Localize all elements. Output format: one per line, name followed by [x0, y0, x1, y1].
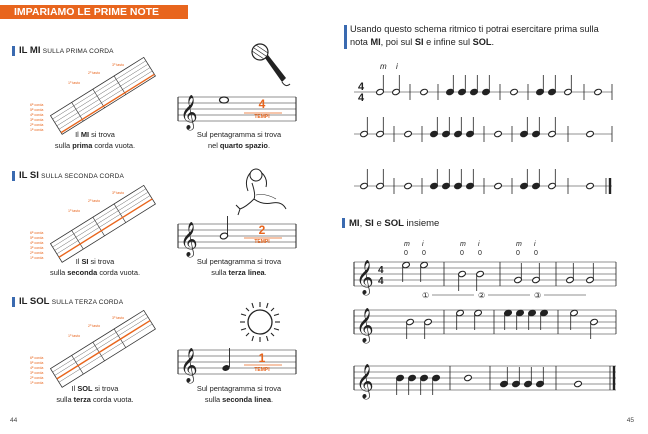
whole-note [586, 130, 595, 137]
svg-text:3º tasto: 3º tasto [112, 316, 125, 320]
svg-text:1º tasto: 1º tasto [68, 334, 81, 338]
finger-m-label: m [404, 241, 410, 248]
finger-i-label: i [478, 241, 480, 248]
section-marker [342, 218, 345, 228]
svg-text:1: 1 [258, 351, 266, 365]
staff-notes [406, 309, 616, 339]
mermaid-icon [232, 165, 292, 217]
svg-text:TEMPI: TEMPI [254, 367, 270, 373]
whole-note [404, 130, 413, 137]
svg-text:6ª corda: 6ª corda [30, 231, 44, 235]
rhythm-notes [376, 75, 612, 100]
open-string-label: 0 [534, 250, 538, 257]
staff-sol [178, 346, 298, 383]
caption-si-string: Il SI si trova sulla seconda corda vuota. [50, 257, 140, 277]
exercise-staff-3 [354, 362, 618, 399]
section-marker [12, 297, 15, 307]
page-number-right: 45 [626, 417, 634, 424]
svg-text:𝄞: 𝄞 [356, 364, 374, 399]
svg-text:3º tasto: 3º tasto [112, 63, 125, 67]
svg-text:2º tasto: 2º tasto [88, 199, 101, 203]
open-string-label: 0 [404, 250, 408, 257]
finger-i-label: i [534, 241, 536, 248]
rhythm-line-3 [354, 164, 614, 194]
caption-sol-string: Il SOL si trova sulla terza corda vuota. [56, 384, 134, 404]
whole-note [586, 182, 595, 189]
section-title-insieme: MI, SI e SOL insieme [342, 218, 439, 229]
svg-text:1º tasto: 1º tasto [68, 81, 81, 85]
open-string-label: 0 [460, 250, 464, 257]
svg-text:5ª corda: 5ª corda [30, 236, 44, 240]
staff-si [178, 220, 298, 257]
finger-m-label: m [516, 241, 522, 248]
section-title-sol: IL SOL SULLA TERZA CORDA [12, 296, 123, 307]
whole-note [494, 182, 503, 189]
open-string-label: 0 [516, 250, 520, 257]
whole-note [574, 380, 583, 387]
svg-text:m: m [380, 62, 387, 71]
svg-text:3ª corda: 3ª corda [30, 371, 44, 375]
svg-text:2ª corda: 2ª corda [30, 251, 44, 255]
svg-text:3ª corda: 3ª corda [30, 246, 44, 250]
right-page [324, 0, 648, 434]
guitar-neck-diagram-mi [30, 62, 160, 132]
open-string-label: 0 [478, 250, 482, 257]
svg-text:𝄞: 𝄞 [356, 308, 374, 343]
whole-note [404, 182, 413, 189]
svg-text:2ª corda: 2ª corda [30, 376, 44, 380]
finger-i-label: i [422, 241, 424, 248]
staff-notes [396, 366, 614, 395]
whole-note [220, 97, 229, 103]
svg-text:𝄞: 𝄞 [180, 95, 198, 130]
svg-text:4: 4 [358, 81, 365, 93]
svg-text:TEMPI: TEMPI [254, 239, 270, 245]
page-banner: IMPARIAMO LE PRIME NOTE [0, 5, 188, 19]
svg-text:𝄞: 𝄞 [180, 222, 198, 257]
page-number-left: 44 [10, 417, 18, 424]
svg-text:4: 4 [258, 97, 266, 111]
section-marker [12, 171, 15, 181]
open-string-label: 0 [422, 250, 426, 257]
sun-icon [238, 300, 282, 344]
svg-text:2º tasto: 2º tasto [88, 71, 101, 75]
caption-si-staff: Sul pentagramma si trova sulla terza linea. [196, 257, 282, 277]
svg-text:1ª corda: 1ª corda [30, 128, 44, 132]
whole-note [510, 88, 519, 95]
rhythm-notes [360, 117, 612, 142]
string-1-marker: ① [422, 291, 430, 300]
rhythm-notes [360, 169, 610, 194]
svg-text:5ª corda: 5ª corda [30, 361, 44, 365]
caption-mi-staff: Sul pentagramma si trova nel quarto spazio. [196, 130, 282, 150]
microphone-icon [246, 40, 292, 90]
exercise-staff-1 [354, 240, 618, 302]
caption-mi-string: Il MI si trova sulla prima corda vuota. [54, 130, 136, 150]
whole-note [594, 88, 603, 95]
staff-mi [178, 93, 298, 130]
section-title-si: IL SI SULLA SECONDA CORDA [12, 170, 124, 181]
string-3-marker: ③ [534, 291, 542, 300]
svg-text:4ª corda: 4ª corda [30, 366, 44, 370]
string-2-marker: ② [478, 291, 486, 300]
section-marker [344, 25, 347, 49]
svg-text:1º tasto: 1º tasto [68, 209, 81, 213]
svg-text:4: 4 [378, 276, 384, 287]
svg-text:3ª corda: 3ª corda [30, 118, 44, 122]
whole-note [464, 374, 473, 381]
section-title-mi: IL MI SULLA PRIMA CORDA [12, 45, 114, 56]
svg-text:TEMPI: TEMPI [254, 114, 270, 120]
caption-sol-staff: Sul pentagramma si trova sulla seconda linea. [196, 384, 282, 404]
section-marker [12, 46, 15, 56]
svg-text:𝄞: 𝄞 [180, 348, 198, 383]
intro-text: Usando questo schema ritmico ti potrai esercitare prima sulla nota MI, poi sul SI e infine sul SOL. [350, 23, 630, 48]
svg-text:5ª corda: 5ª corda [30, 108, 44, 112]
svg-text:2ª corda: 2ª corda [30, 123, 44, 127]
rhythm-line-1 [354, 60, 614, 104]
svg-text:4ª corda: 4ª corda [30, 241, 44, 245]
rhythm-line-2 [354, 112, 614, 142]
svg-text:6ª corda: 6ª corda [30, 356, 44, 360]
whole-note [494, 130, 503, 137]
exercise-staff-2 [354, 306, 618, 343]
svg-text:3º tasto: 3º tasto [112, 191, 125, 195]
svg-text:4ª corda: 4ª corda [30, 113, 44, 117]
svg-text:2º tasto: 2º tasto [88, 324, 101, 328]
svg-text:4: 4 [358, 92, 365, 104]
staff-notes [402, 261, 616, 291]
svg-text:2: 2 [258, 223, 266, 237]
guitar-neck-diagram-sol [30, 315, 160, 385]
svg-text:4: 4 [378, 265, 384, 276]
svg-text:1ª corda: 1ª corda [30, 256, 44, 260]
whole-note [420, 88, 429, 95]
svg-text:i: i [396, 62, 398, 71]
svg-text:𝄞: 𝄞 [356, 260, 374, 295]
finger-m-label: m [460, 241, 466, 248]
svg-text:6ª corda: 6ª corda [30, 103, 44, 107]
svg-text:1ª corda: 1ª corda [30, 381, 44, 385]
guitar-neck-diagram-si [30, 190, 160, 260]
